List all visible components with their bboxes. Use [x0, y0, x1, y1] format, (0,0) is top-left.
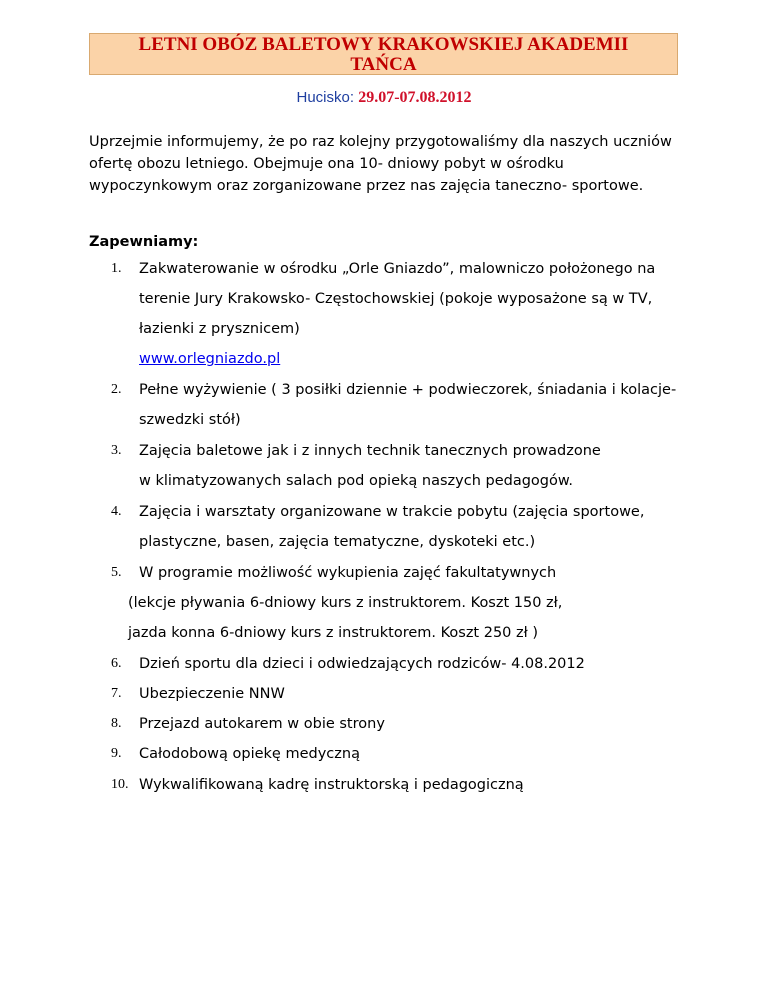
- list-item-text: Zajęcia baletowe jak i z innych technik tanecznych prowadzone: [139, 443, 601, 459]
- list-item-text: Dzień sportu dla dzieci i odwiedzających rodziców- 4.08.2012: [139, 656, 585, 672]
- title-line-2: TAŃCA: [350, 54, 417, 75]
- list-item-text: w klimatyzowanych salach pod opieką naszych pedagogów.: [139, 473, 573, 489]
- location-label: Hucisko:: [296, 89, 355, 106]
- list-item-text: Całodobową opiekę medyczną: [139, 746, 360, 762]
- list-item-text: terenie Jury Krakowsko- Częstochowskiej (pokoje wyposażone są w TV,: [139, 291, 653, 307]
- list-item-number: 8.: [111, 716, 122, 731]
- list-item-text: W programie możliwość wykupienia zajęć fakultatywnych: [139, 565, 557, 581]
- camp-dates: 29.07-07.08.2012: [358, 89, 472, 106]
- list-item-number: 6.: [111, 656, 122, 671]
- title-banner: [89, 33, 678, 75]
- list-item-number: 9.: [111, 746, 122, 761]
- list-item-text: szwedzki stół): [139, 412, 241, 428]
- orle-gniazdo-link[interactable]: www.orlegniazdo.pl: [139, 351, 281, 367]
- list-item-number: 5.: [111, 565, 122, 580]
- list-item-text: Zakwaterowanie w ośrodku „Orle Gniazdo”, malowniczo położonego na: [139, 261, 656, 277]
- list-item-text: jazda konna 6-dniowy kurs z instruktorem. Koszt 250 zł ): [128, 625, 539, 641]
- title-line-1: LETNI OBÓZ BALETOWY KRAKOWSKIEJ AKADEMII: [138, 34, 629, 55]
- list-item-number: 4.: [111, 504, 122, 519]
- intro-paragraph: [89, 131, 689, 197]
- list-item-text: Przejazd autokarem w obie strony: [139, 716, 385, 732]
- list-item-text: Wykwalifikowaną kadrę instruktorską i pedagogiczną: [139, 777, 524, 793]
- list-item-number: 10.: [111, 777, 129, 792]
- list-item-text: plastyczne, basen, zajęcia tematyczne, dyskoteki etc.): [139, 534, 536, 550]
- list-item-number: 7.: [111, 686, 122, 701]
- list-heading: Zapewniamy:: [89, 234, 199, 250]
- list-item-text: łazienki z prysznicem): [139, 321, 300, 337]
- list-item-text: Zajęcia i warsztaty organizowane w trakcie pobytu (zajęcia sportowe,: [139, 504, 645, 520]
- list-item-number: 2.: [111, 382, 122, 397]
- intro-line: ofertę obozu letniego. Obejmuje ona 10- dniowy pobyt w ośrodku: [89, 156, 564, 172]
- list-item-number: 3.: [111, 443, 122, 458]
- location-dates: [0, 88, 768, 108]
- list-item-number: 1.: [111, 261, 122, 276]
- list-item-text: Pełne wyżywienie ( 3 posiłki dziennie + podwieczorek, śniadania i kolacje-: [139, 382, 677, 398]
- list-item-text: Ubezpieczenie NNW: [139, 686, 285, 702]
- intro-line: wypoczynkowym oraz zorganizowane przez nas zajęcia taneczno- sportowe.: [89, 178, 644, 194]
- list-item-text: (lekcje pływania 6-dniowy kurs z instruktorem. Koszt 150 zł,: [128, 595, 563, 611]
- intro-line: Uprzejmie informujemy, że po raz kolejny przygotowaliśmy dla naszych uczniów: [89, 134, 672, 150]
